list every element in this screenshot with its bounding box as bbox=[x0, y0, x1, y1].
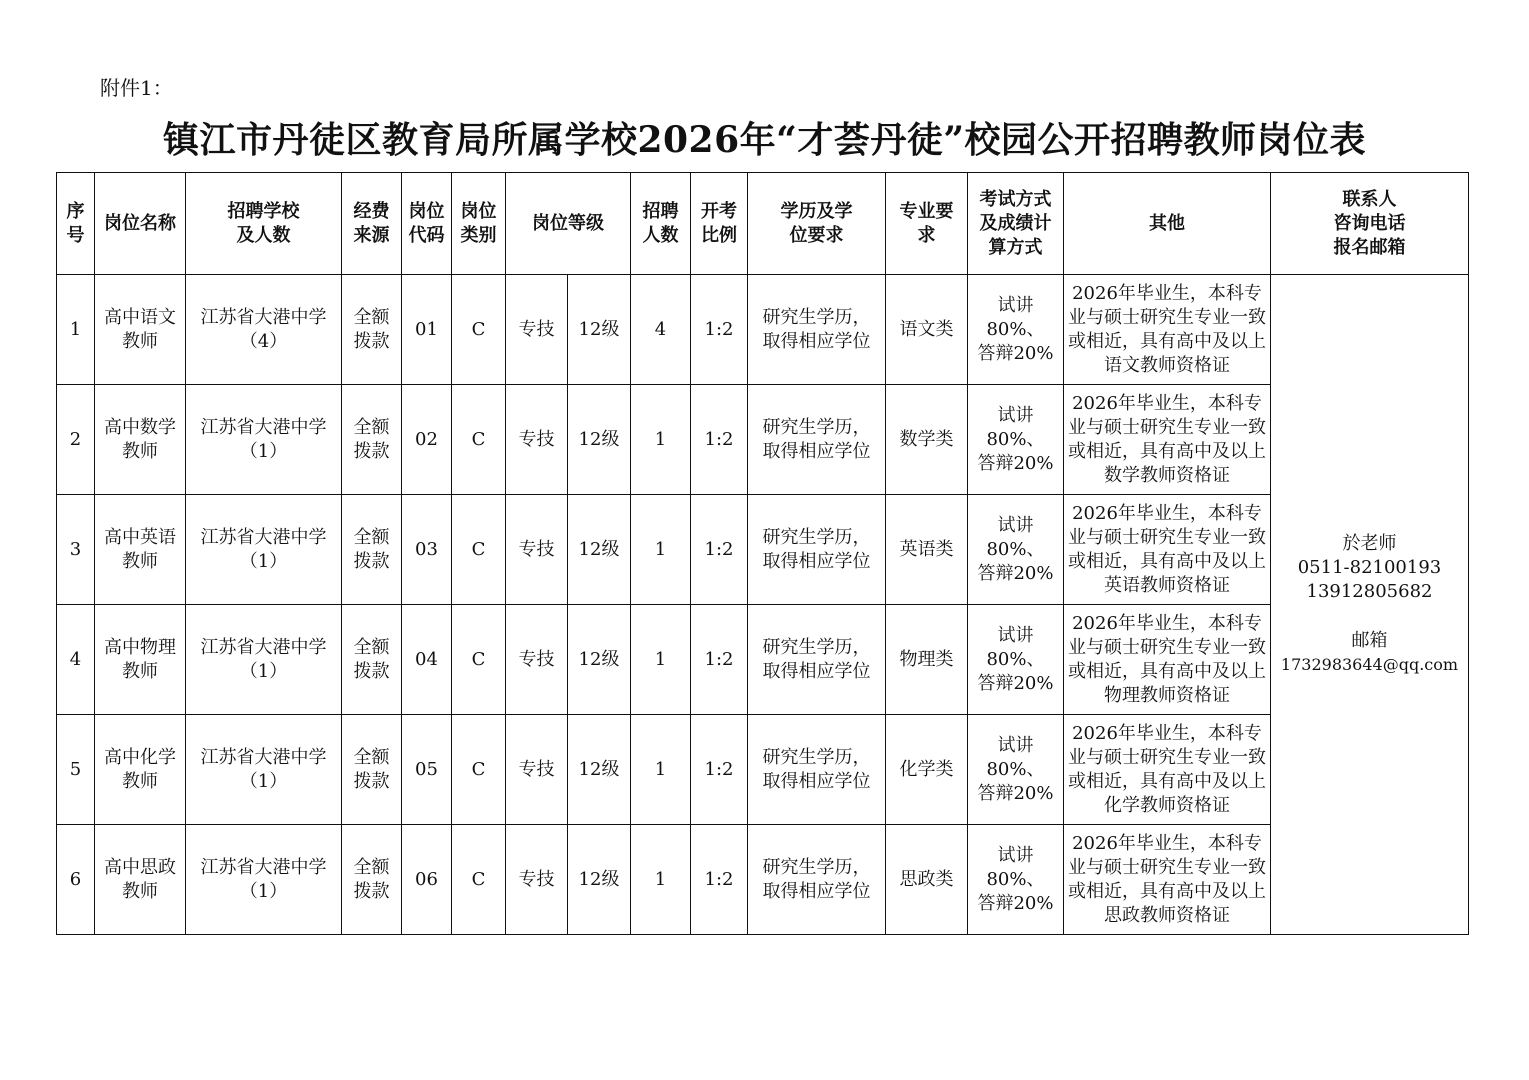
header-row bbox=[57, 173, 1469, 275]
cell-seq: 6 bbox=[57, 825, 95, 935]
cell-code: 06 bbox=[402, 825, 452, 935]
cell-ratio: 1:2 bbox=[691, 385, 748, 495]
contact-phone-2: 13912805682 bbox=[1306, 581, 1433, 602]
cell-ratio: 1:2 bbox=[691, 715, 748, 825]
cell-exam: 试讲80%、 答辩20% bbox=[968, 605, 1064, 715]
table-row bbox=[57, 605, 1469, 715]
contact-cell bbox=[1271, 275, 1469, 935]
contact-phone-1: 0511-82100193 bbox=[1297, 557, 1442, 578]
cell-seq: 5 bbox=[57, 715, 95, 825]
cell-seq: 2 bbox=[57, 385, 95, 495]
table-row bbox=[57, 385, 1469, 495]
cell-grade-type: 专技 bbox=[506, 495, 568, 605]
cell-seq: 3 bbox=[57, 495, 95, 605]
cell-exam: 试讲80%、 答辩20% bbox=[968, 495, 1064, 605]
recruitment-table bbox=[56, 172, 1469, 935]
cell-seq: 4 bbox=[57, 605, 95, 715]
cell-exam: 试讲80%、 答辩20% bbox=[968, 275, 1064, 385]
table-row bbox=[57, 275, 1469, 385]
cell-ratio: 1:2 bbox=[691, 275, 748, 385]
cell-major: 语文类 bbox=[886, 275, 968, 385]
cell-position: 高中思政 教师 bbox=[95, 825, 186, 935]
cell-grade-type: 专技 bbox=[506, 275, 568, 385]
cell-major: 物理类 bbox=[886, 605, 968, 715]
cell-position: 高中物理 教师 bbox=[95, 605, 186, 715]
cell-funding: 全额 拨款 bbox=[342, 495, 402, 605]
cell-major: 英语类 bbox=[886, 495, 968, 605]
cell-count: 1 bbox=[631, 825, 691, 935]
cell-category: C bbox=[452, 605, 506, 715]
cell-code: 02 bbox=[402, 385, 452, 495]
cell-major: 数学类 bbox=[886, 385, 968, 495]
cell-category: C bbox=[452, 495, 506, 605]
table-row bbox=[57, 825, 1469, 935]
cell-major: 化学类 bbox=[886, 715, 968, 825]
cell-grade-type: 专技 bbox=[506, 605, 568, 715]
cell-funding: 全额 拨款 bbox=[342, 605, 402, 715]
cell-grade-level: 12级 bbox=[568, 605, 631, 715]
cell-education: 研究生学历， 取得相应学位 bbox=[748, 605, 886, 715]
cell-grade-level: 12级 bbox=[568, 495, 631, 605]
cell-education: 研究生学历， 取得相应学位 bbox=[748, 495, 886, 605]
cell-other: 2026年毕业生，本科专业与硕士研究生专业一致或相近，具有高中及以上数学教师资格证 bbox=[1064, 385, 1271, 495]
cell-education: 研究生学历， 取得相应学位 bbox=[748, 385, 886, 495]
header-code: 岗位 代码 bbox=[402, 173, 452, 275]
table-row bbox=[57, 495, 1469, 605]
cell-code: 03 bbox=[402, 495, 452, 605]
header-contact: 联系人 咨询电话 报名邮箱 bbox=[1271, 173, 1469, 275]
cell-school: 江苏省大港中学 （4） bbox=[186, 275, 342, 385]
header-school: 招聘学校 及人数 bbox=[186, 173, 342, 275]
cell-code: 01 bbox=[402, 275, 452, 385]
cell-ratio: 1:2 bbox=[691, 605, 748, 715]
header-count: 招聘 人数 bbox=[631, 173, 691, 275]
cell-category: C bbox=[452, 275, 506, 385]
cell-other: 2026年毕业生，本科专业与硕士研究生专业一致或相近，具有高中及以上物理教师资格证 bbox=[1064, 605, 1271, 715]
cell-count: 1 bbox=[631, 495, 691, 605]
header-exam: 考试方式 及成绩计 算方式 bbox=[968, 173, 1064, 275]
annex-label: 附件1： bbox=[100, 76, 173, 100]
cell-count: 4 bbox=[631, 275, 691, 385]
cell-funding: 全额 拨款 bbox=[342, 715, 402, 825]
cell-other: 2026年毕业生，本科专业与硕士研究生专业一致或相近，具有高中及以上英语教师资格证 bbox=[1064, 495, 1271, 605]
header-grade: 岗位等级 bbox=[506, 173, 631, 275]
cell-other: 2026年毕业生，本科专业与硕士研究生专业一致或相近，具有高中及以上思政教师资格证 bbox=[1064, 825, 1271, 935]
header-seq: 序 号 bbox=[57, 173, 95, 275]
cell-category: C bbox=[452, 825, 506, 935]
cell-education: 研究生学历， 取得相应学位 bbox=[748, 715, 886, 825]
cell-school: 江苏省大港中学 （1） bbox=[186, 715, 342, 825]
cell-other: 2026年毕业生，本科专业与硕士研究生专业一致或相近，具有高中及以上语文教师资格证 bbox=[1064, 275, 1271, 385]
cell-code: 04 bbox=[402, 605, 452, 715]
cell-funding: 全额 拨款 bbox=[342, 825, 402, 935]
header-funding: 经费 来源 bbox=[342, 173, 402, 275]
page-title: 镇江市丹徒区教育局所属学校2026年“才荟丹徒”校园公开招聘教师岗位表 bbox=[162, 119, 1367, 161]
contact-email-label: 邮箱 bbox=[1351, 630, 1388, 651]
cell-school: 江苏省大港中学 （1） bbox=[186, 825, 342, 935]
cell-code: 05 bbox=[402, 715, 452, 825]
cell-grade-level: 12级 bbox=[568, 275, 631, 385]
cell-count: 1 bbox=[631, 715, 691, 825]
cell-school: 江苏省大港中学 （1） bbox=[186, 495, 342, 605]
cell-grade-type: 专技 bbox=[506, 385, 568, 495]
cell-category: C bbox=[452, 715, 506, 825]
cell-ratio: 1:2 bbox=[691, 495, 748, 605]
cell-position: 高中英语 教师 bbox=[95, 495, 186, 605]
cell-exam: 试讲80%、 答辩20% bbox=[968, 385, 1064, 495]
cell-ratio: 1:2 bbox=[691, 825, 748, 935]
header-category: 岗位 类别 bbox=[452, 173, 506, 275]
cell-education: 研究生学历， 取得相应学位 bbox=[748, 825, 886, 935]
cell-grade-level: 12级 bbox=[568, 825, 631, 935]
contact-name: 於老师 bbox=[1342, 533, 1397, 554]
cell-exam: 试讲80%、 答辩20% bbox=[968, 715, 1064, 825]
cell-count: 1 bbox=[631, 605, 691, 715]
cell-education: 研究生学历， 取得相应学位 bbox=[748, 275, 886, 385]
cell-exam: 试讲80%、 答辩20% bbox=[968, 825, 1064, 935]
cell-funding: 全额 拨款 bbox=[342, 385, 402, 495]
cell-funding: 全额 拨款 bbox=[342, 275, 402, 385]
cell-position: 高中数学 教师 bbox=[95, 385, 186, 495]
header-position: 岗位名称 bbox=[95, 173, 186, 275]
header-education: 学历及学 位要求 bbox=[748, 173, 886, 275]
cell-count: 1 bbox=[631, 385, 691, 495]
table-row bbox=[57, 715, 1469, 825]
cell-category: C bbox=[452, 385, 506, 495]
header-major: 专业要 求 bbox=[886, 173, 968, 275]
header-other: 其他 bbox=[1064, 173, 1271, 275]
cell-position: 高中化学 教师 bbox=[95, 715, 186, 825]
contact-email: 1732983644@qq.com bbox=[1280, 655, 1459, 674]
cell-grade-level: 12级 bbox=[568, 385, 631, 495]
cell-school: 江苏省大港中学 （1） bbox=[186, 605, 342, 715]
cell-grade-type: 专技 bbox=[506, 825, 568, 935]
cell-school: 江苏省大港中学 （1） bbox=[186, 385, 342, 495]
cell-grade-level: 12级 bbox=[568, 715, 631, 825]
cell-major: 思政类 bbox=[886, 825, 968, 935]
cell-position: 高中语文 教师 bbox=[95, 275, 186, 385]
cell-grade-type: 专技 bbox=[506, 715, 568, 825]
cell-seq: 1 bbox=[57, 275, 95, 385]
cell-other: 2026年毕业生，本科专业与硕士研究生专业一致或相近，具有高中及以上化学教师资格证 bbox=[1064, 715, 1271, 825]
header-ratio: 开考 比例 bbox=[691, 173, 748, 275]
